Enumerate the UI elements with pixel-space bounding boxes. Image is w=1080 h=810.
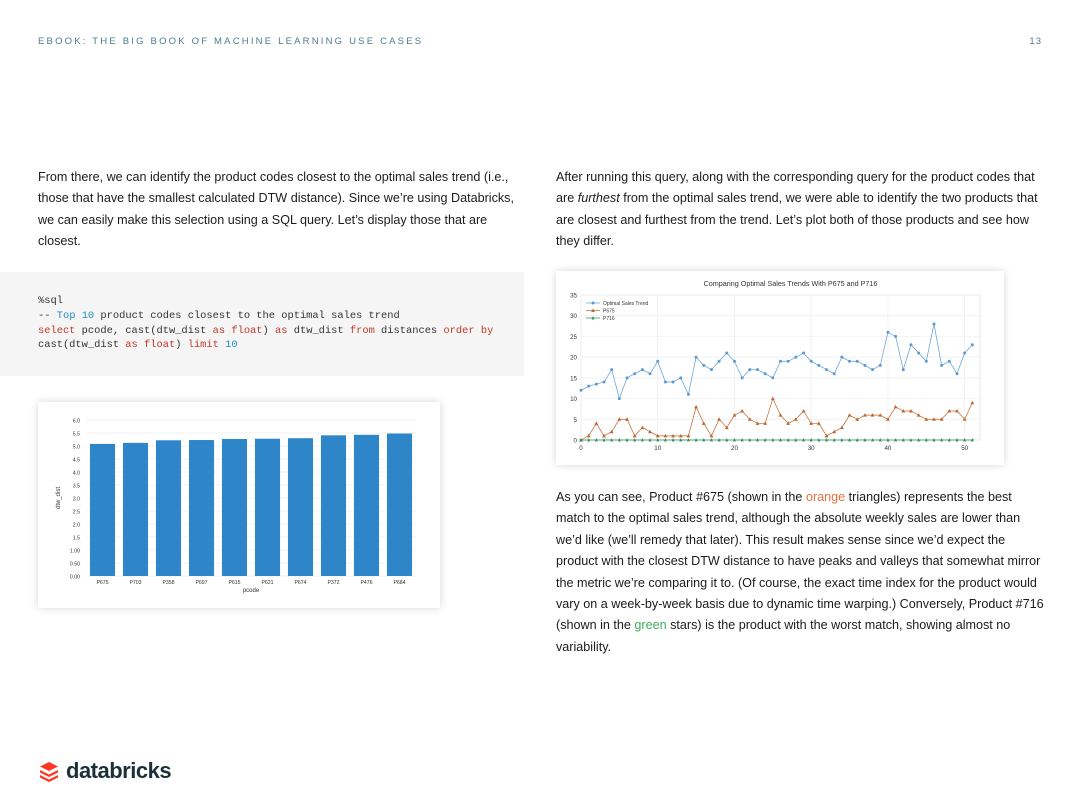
data-point <box>610 430 614 434</box>
bar-p684 <box>387 434 412 576</box>
data-point <box>917 438 921 442</box>
data-point <box>618 397 621 400</box>
x-tick-label: P615 <box>228 580 241 586</box>
data-point <box>787 360 790 363</box>
y-tick-label: 5 <box>573 416 577 424</box>
databricks-logo <box>38 756 171 786</box>
x-tick-label: P372 <box>327 580 340 586</box>
data-point <box>894 438 898 442</box>
data-point <box>909 438 913 442</box>
data-point <box>725 438 729 442</box>
data-point <box>595 383 598 386</box>
data-point <box>679 438 683 442</box>
data-point <box>671 438 675 442</box>
legend-label: P716 <box>603 316 615 322</box>
data-point <box>587 438 591 442</box>
y-tick-label: 25 <box>570 333 577 341</box>
data-point <box>741 376 744 379</box>
series-line <box>581 324 972 399</box>
y-tick-label: 35 <box>570 292 577 300</box>
chart-title: Comparing Optimal Sales Trends With P675 and P716 <box>703 279 878 288</box>
data-point <box>825 434 829 438</box>
right-intro-paragraph: After running this query, along with the corresponding query for the product codes that are furthest from the optimal sales trend, we were able to identify the two products that are closest and furthest from the trend. Let’s plot both of those products and see how they differ. <box>556 170 1038 249</box>
dtw-distance-bar-chart <box>38 402 440 608</box>
orange-highlight: orange <box>805 490 846 504</box>
data-point <box>848 360 851 363</box>
x-tick-label: 10 <box>654 445 662 452</box>
data-point <box>971 343 974 346</box>
data-point <box>909 343 912 346</box>
bar-p674 <box>288 438 313 576</box>
page-number: 13 <box>1029 36 1042 47</box>
data-point <box>840 356 843 359</box>
data-point <box>641 368 644 371</box>
x-tick-label: 50 <box>961 445 969 452</box>
data-point <box>855 438 859 442</box>
x-tick-label: P675 <box>96 580 109 586</box>
x-tick-label: P476 <box>360 580 373 586</box>
data-point <box>963 352 966 355</box>
x-tick-label: 30 <box>807 445 815 452</box>
y-tick-label: 4.0 <box>72 470 80 477</box>
data-point <box>764 372 767 375</box>
data-point <box>802 352 805 355</box>
data-point <box>709 438 713 442</box>
data-point <box>894 405 898 409</box>
databricks-stack-icon <box>38 760 60 782</box>
bar-p703 <box>123 443 148 576</box>
data-point <box>833 372 836 375</box>
data-point <box>594 421 598 425</box>
data-point <box>924 438 928 442</box>
data-point <box>625 438 629 442</box>
y-tick-label: 3.5 <box>72 483 80 490</box>
x-tick-label: P674 <box>294 580 307 586</box>
data-point <box>932 438 936 442</box>
data-point <box>617 438 621 442</box>
data-point <box>970 438 974 442</box>
data-point <box>725 352 728 355</box>
data-point <box>825 438 829 442</box>
data-point <box>825 368 828 371</box>
bar-p476 <box>354 435 379 576</box>
bar-p358 <box>156 440 181 576</box>
data-point <box>940 364 943 367</box>
logo-wordmark: databricks <box>66 758 172 783</box>
y-tick-label: 10 <box>570 396 577 404</box>
data-point <box>740 409 744 413</box>
green-highlight: green <box>634 618 667 633</box>
bar-p372 <box>321 435 346 576</box>
data-point <box>871 368 874 371</box>
code-line-4: cast(dtw_dist as float) limit 10 <box>38 339 238 352</box>
left-intro-paragraph: From there, we can identify the product codes closest to the optimal sales trend (i.e., those that have the smallest calculated DTW distance). Since we’re using Databricks, we can easily make this selection using a SQL query. Let’s display those that are closest. <box>38 170 514 249</box>
legend-marker <box>591 316 595 320</box>
data-point <box>817 364 820 367</box>
line-chart-card <box>556 271 1004 465</box>
data-point <box>633 372 636 375</box>
x-tick-label: P684 <box>393 580 406 586</box>
data-point <box>740 438 744 442</box>
y-tick-label: 1.00 <box>69 548 80 555</box>
data-point <box>640 438 644 442</box>
data-point <box>710 368 713 371</box>
data-point <box>626 376 629 379</box>
data-point <box>686 438 690 442</box>
chart-legend <box>586 301 649 322</box>
x-tick-label: 0 <box>579 445 583 452</box>
y-tick-label: 0 <box>573 437 577 445</box>
y-axis-label: dtw_dist <box>56 486 62 510</box>
code-line-1: %sql <box>38 295 63 307</box>
data-point <box>786 438 790 442</box>
data-point <box>702 364 705 367</box>
data-point <box>718 360 721 363</box>
data-point <box>640 426 644 430</box>
data-point <box>633 438 637 442</box>
code-line-2: -- Top 10 product codes closest to the optimal sales trend <box>38 309 400 322</box>
data-point <box>603 381 606 384</box>
series-optimal-sales-trend <box>580 323 974 401</box>
data-point <box>610 438 614 442</box>
data-point <box>886 331 889 334</box>
x-tick-label: P703 <box>129 580 142 586</box>
data-point <box>955 438 959 442</box>
legend-label: Optimal Sales Trend <box>603 301 649 307</box>
data-point <box>763 438 767 442</box>
data-point <box>656 438 660 442</box>
data-point <box>917 413 921 417</box>
y-tick-label: 15 <box>570 375 577 383</box>
data-point <box>594 438 598 442</box>
data-point <box>664 381 667 384</box>
data-point <box>832 438 836 442</box>
data-point <box>580 389 583 392</box>
y-tick-label: 30 <box>570 313 577 321</box>
data-point <box>694 438 698 442</box>
data-point <box>748 438 752 442</box>
data-point <box>656 360 659 363</box>
data-point <box>587 385 590 388</box>
data-point <box>702 438 706 442</box>
data-point <box>970 401 974 405</box>
data-point <box>779 413 783 417</box>
x-tick-label: P358 <box>162 580 175 586</box>
data-point <box>902 368 905 371</box>
bar-p615 <box>222 439 247 576</box>
y-tick-label: 5.5 <box>72 431 80 438</box>
bar-chart-card <box>38 402 440 608</box>
data-point <box>802 409 806 413</box>
bar-p621 <box>255 439 280 576</box>
data-point <box>755 438 759 442</box>
data-point <box>802 438 806 442</box>
x-tick-label: P697 <box>195 580 208 586</box>
sql-code-block <box>0 272 524 376</box>
data-point <box>810 360 813 363</box>
y-tick-label: 2.5 <box>72 509 80 516</box>
right-analysis-paragraph: As you can see, Product #675 (shown in the orange triangles) represents the best match to the optimal sales trend, although the absolute weekly sales are lower than we’d like (we’ll remedy that later). This result makes sense since we’d expect the product with the closest DTW distance to have peaks and valleys that somewhat mirror the metric we’re comparing it to. (Of course, the exact time index for the product would vary on a week-by-week basis due to dynamic time warping.) Conversely, Product #716 (shown in the green stars) is the product with the worst match, showing almost no variability. <box>556 490 1044 654</box>
data-point <box>733 413 737 417</box>
data-point <box>917 352 920 355</box>
data-point <box>901 438 905 442</box>
y-tick-label: 0.00 <box>69 574 80 581</box>
data-point <box>940 438 944 442</box>
y-tick-label: 5.0 <box>72 444 80 451</box>
x-tick-label: P621 <box>261 580 274 586</box>
data-point <box>863 364 866 367</box>
data-point <box>648 438 652 442</box>
data-point <box>947 438 951 442</box>
data-point <box>649 372 652 375</box>
bar-p697 <box>189 440 214 576</box>
data-point <box>925 360 928 363</box>
y-tick-label: 0.50 <box>69 561 80 568</box>
data-point <box>756 368 759 371</box>
data-point <box>879 364 882 367</box>
data-point <box>894 335 897 338</box>
data-point <box>932 323 935 326</box>
data-point <box>679 376 682 379</box>
data-point <box>694 405 698 409</box>
data-point <box>710 434 714 438</box>
legend-marker <box>592 302 595 305</box>
data-point <box>695 356 698 359</box>
data-point <box>955 372 958 375</box>
data-point <box>878 438 882 442</box>
data-point <box>663 438 667 442</box>
data-point <box>794 356 797 359</box>
data-point <box>948 360 951 363</box>
data-point <box>602 438 606 442</box>
data-point <box>809 438 813 442</box>
y-tick-label: 1.5 <box>72 535 80 542</box>
data-point <box>687 393 690 396</box>
code-line-3: select pcode, cast(dtw_dist as float) as dtw_dist from distances order by <box>38 324 494 337</box>
legend-label: P675 <box>603 308 615 315</box>
y-tick-label: 20 <box>570 354 577 362</box>
data-point <box>848 413 852 417</box>
data-point <box>771 376 774 379</box>
ebook-header-title: EBOOK: THE BIG BOOK OF MACHINE LEARNING USE CASES <box>38 36 424 47</box>
y-tick-label: 2.0 <box>72 522 80 529</box>
y-tick-label: 3.0 <box>72 496 80 503</box>
data-point <box>771 438 775 442</box>
data-point <box>717 438 721 442</box>
data-point <box>672 381 675 384</box>
series-p716 <box>579 438 974 442</box>
data-point <box>963 438 967 442</box>
data-point <box>610 368 613 371</box>
data-point <box>817 438 821 442</box>
data-point <box>733 360 736 363</box>
data-point <box>648 430 652 434</box>
data-point <box>748 368 751 371</box>
x-tick-label: 40 <box>884 445 892 452</box>
data-point <box>587 434 591 438</box>
data-point <box>779 438 783 442</box>
data-point <box>840 426 844 430</box>
data-point <box>732 438 736 442</box>
data-point <box>863 438 867 442</box>
sales-trend-line-chart <box>556 271 1004 465</box>
x-axis-label: pcode <box>242 588 260 594</box>
y-tick-label: 4.5 <box>72 457 80 464</box>
data-point <box>886 438 890 442</box>
plot-frame <box>581 295 980 440</box>
data-point <box>856 360 859 363</box>
x-tick-label: 20 <box>731 445 738 452</box>
data-point <box>702 421 706 425</box>
data-point <box>602 434 606 438</box>
data-point <box>832 430 836 434</box>
bar-p675 <box>90 444 115 576</box>
data-point <box>779 360 782 363</box>
data-point <box>848 438 852 442</box>
data-point <box>871 438 875 442</box>
y-tick-label: 6.0 <box>72 418 80 425</box>
data-point <box>794 438 798 442</box>
data-point <box>840 438 844 442</box>
